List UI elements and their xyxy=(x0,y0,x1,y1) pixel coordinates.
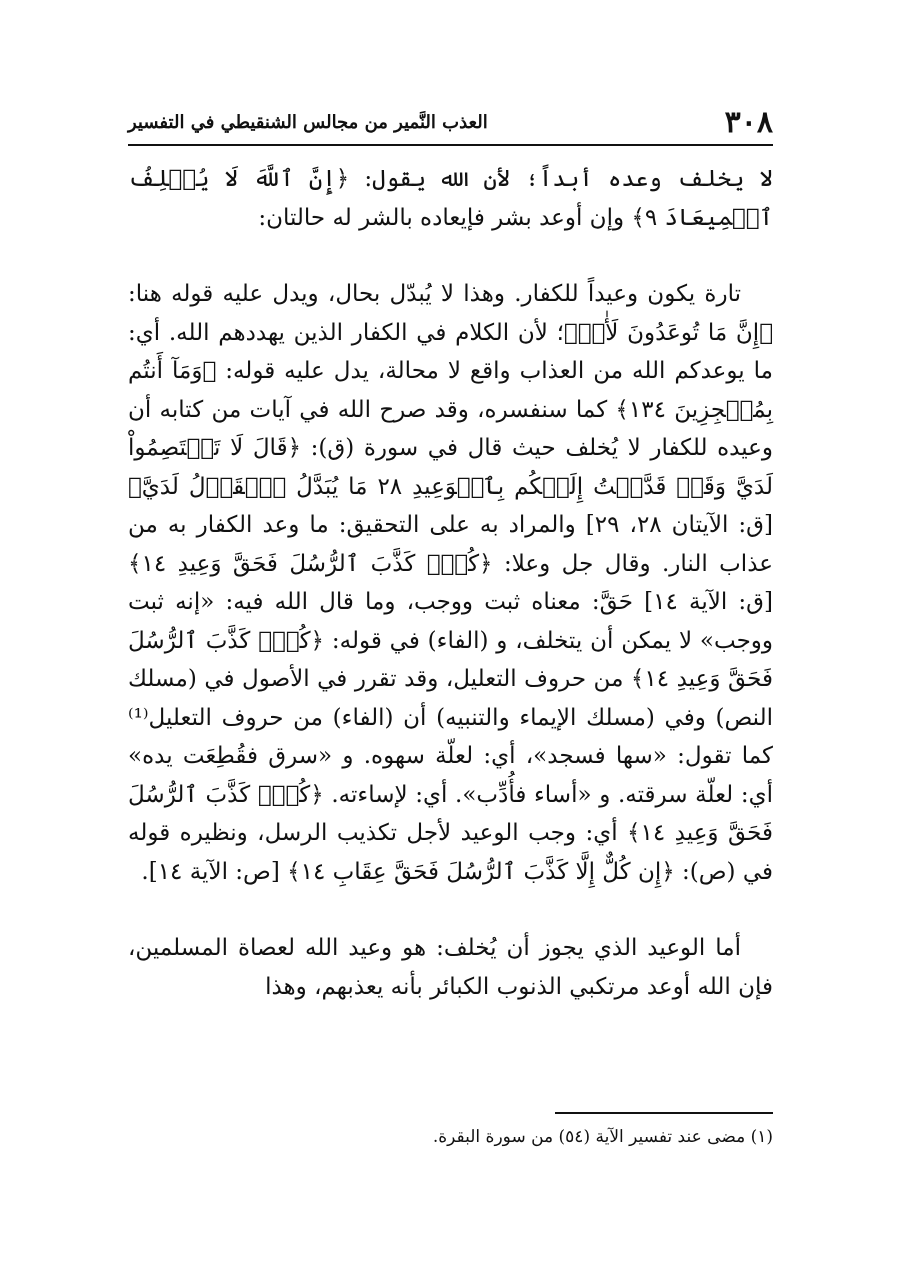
paragraph: لا يخلف وعده أبداً؛ لأن الله يقول: ﴿إِنَّ ٱللَّهَ لَا يُخۡلِفُ ٱلۡمِيعَادَ ٩﴾ وإن أوعد بشر فإيعاده بالشر له حالتان: xyxy=(128,166,773,231)
page-header xyxy=(128,100,773,146)
main-text xyxy=(128,160,773,1006)
page-number: ٣٠٨ xyxy=(724,105,773,140)
footnote: (١) مضى عند تفسير الآية (٥٤) من سورة البقرة. xyxy=(432,1127,773,1147)
paragraph xyxy=(128,275,773,891)
running-title: العذب النَّمير من مجالس الشنقيطي في التفسير xyxy=(128,112,488,133)
paragraph-text: تارة يكون وعيداً للكفار. وهذا لا يُبدّل بحال، ويدل عليه قوله هنا: ﴿إِنَّ مَا تُوعَدُونَ لَأٰتٖ﴾؛ لأن الكلام في الكفار الذين يهددهم الله. أي: ما يوعدكم الله من العذاب واقع لا محالة، يدل عليه قوله: ﴿وَمَآ أَنتُم بِمُعۡجِزِينَ ١٣٤﴾ كما سنفسره، وقد صرح الله في آيات من كتابه أن وعيده للكفار لا يُخلف حيث قال في سورة (ق): ﴿قَالَ لَا تَخۡتَصِمُواْ لَدَيَّ وَقَدۡ قَدَّمۡتُ إِلَيۡكُم بِٱلۡوَعِيدِ ٢٨ مَا يُبَدَّلُ ٱلۡقَوۡلُ لَدَيَّ﴾ [ق: الآيتان ٢٨، ٢٩] والمراد به على التحقيق: ما وعد الكفار به من عذاب النار. وقال جل وعلا: ﴿كُلّٞ كَذَّبَ ٱلرُّسُلَ فَحَقَّ وَعِيدِ ١٤﴾ [ق: الآية ١٤] حَقَّ: معناه ثبت ووجب، وما قال الله فيه: «إنه ثبت ووجب» لا يمكن أن يتخلف، و (الفاء) في قوله: ﴿كُلّٞ كَذَّبَ ٱلرُّسُلَ فَحَقَّ وَعِيدِ ١٤﴾ من حروف التعليل، وقد تقرر في الأصول في (مسلك النص) وفي (مسلك الإيماء والتنبيه) أن (الفاء) من حروف التعليل⁽¹⁾ كما تقول: «سها فسجد»، أي: لعلّة سهوه. و «سرق فقُطِعَت يده» أي: لعلّة سرقته. و «أساء فأُدِّب». أي: لإساءته. ﴿كُلّٞ كَذَّبَ ٱلرُّسُلَ فَحَقَّ وَعِيدِ ١٤﴾ أي: وجب الوعيد لأجل تكذيب الرسل، ونظيره قوله في (ص): ﴿إِن كُلٌّ إِلَّا كَذَّبَ ٱلرُّسُلَ فَحَقَّ عِقَابِ ١٤﴾ [ص: الآية ١٤]. xyxy=(128,281,774,885)
paragraph-text: أما الوعيد الذي يجوز أن يُخلف: هو وعيد الله لعصاة المسلمين، فإن الله أوعد مرتكبي الذنوب الكبائر بأنه يعذبهم، وهذا xyxy=(128,935,773,1000)
footnote-divider xyxy=(555,1112,773,1114)
paragraph xyxy=(128,929,773,1006)
